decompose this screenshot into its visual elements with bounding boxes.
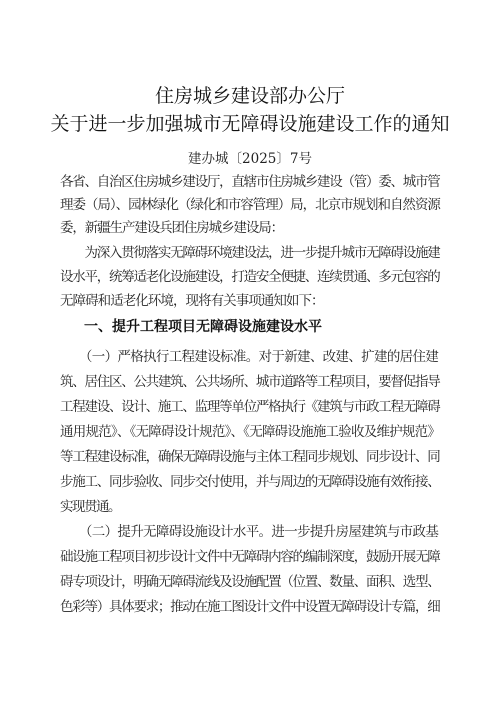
paragraph-line: 础设施工程项目初步设计文件中无障碍内容的编制深度，鼓励开展无障: [60, 549, 440, 565]
paragraph-line: （一）严格执行工程建设标准。对于新建、改建、扩建的居住建: [60, 349, 439, 365]
paragraph-line: 工程建设、设计、施工、监理等单位严格执行《建筑与市政工程无障碍: [60, 399, 440, 415]
recipients-line: 各省、自治区住房城乡建设厅，直辖市住房城乡建设（管）委、城市管: [60, 174, 440, 190]
document-title-issuer: 住房城乡建设部办公厅: [154, 85, 345, 107]
paragraph-line: 碍专项设计，明确无障碍流线及设施配置（位置、数量、面积、选型、: [60, 574, 440, 590]
section-heading: 一、提升工程项目无障碍设施建设水平: [84, 319, 322, 335]
document-title-subject: 关于进一步加强城市无障碍设施建设工作的通知: [50, 113, 450, 135]
recipients-line: 委，新疆生产建设兵团住房城乡建设局：: [60, 220, 284, 236]
intro-line: 无障碍和适老化环境，现将有关事项通知如下：: [60, 293, 324, 309]
intro-line: 为深入贯彻落实无障碍环境建设法，进一步提升城市无障碍设施建: [60, 245, 440, 261]
paragraph-line: 色彩等）具体要求；推动在施工图设计文件中设置无障碍设计专篇，细: [60, 599, 440, 615]
paragraph-line: 步施工、同步验收、同步交付使用，并与周边的无障碍设施有效衔接、: [60, 474, 440, 490]
paragraph-line: 通用规范》、《无障碍设计规范》、《无障碍设施施工验收及维护规范》: [60, 424, 441, 440]
recipients-line: 理委（局）、园林绿化（绿化和市容管理）局，北京市规划和自然资源: [60, 197, 440, 213]
paragraph-line: 筑、居住区、公共建筑、公共场所、城市道路等工程项目，要督促指导: [60, 374, 440, 390]
paragraph-line: 等工程建设标准，确保无障碍设施与主体工程同步规划、同步设计、同: [60, 449, 440, 465]
document-number: 建办城〔2025〕7号: [188, 151, 312, 167]
paragraph-line: 实现贯通。: [60, 499, 120, 515]
intro-line: 设水平，统筹适老化设施建设，打造安全便捷、连续贯通、多元包容的: [60, 269, 440, 285]
paragraph-line: （二）提升无障碍设施设计水平。进一步提升房屋建筑与市政基: [60, 524, 439, 540]
